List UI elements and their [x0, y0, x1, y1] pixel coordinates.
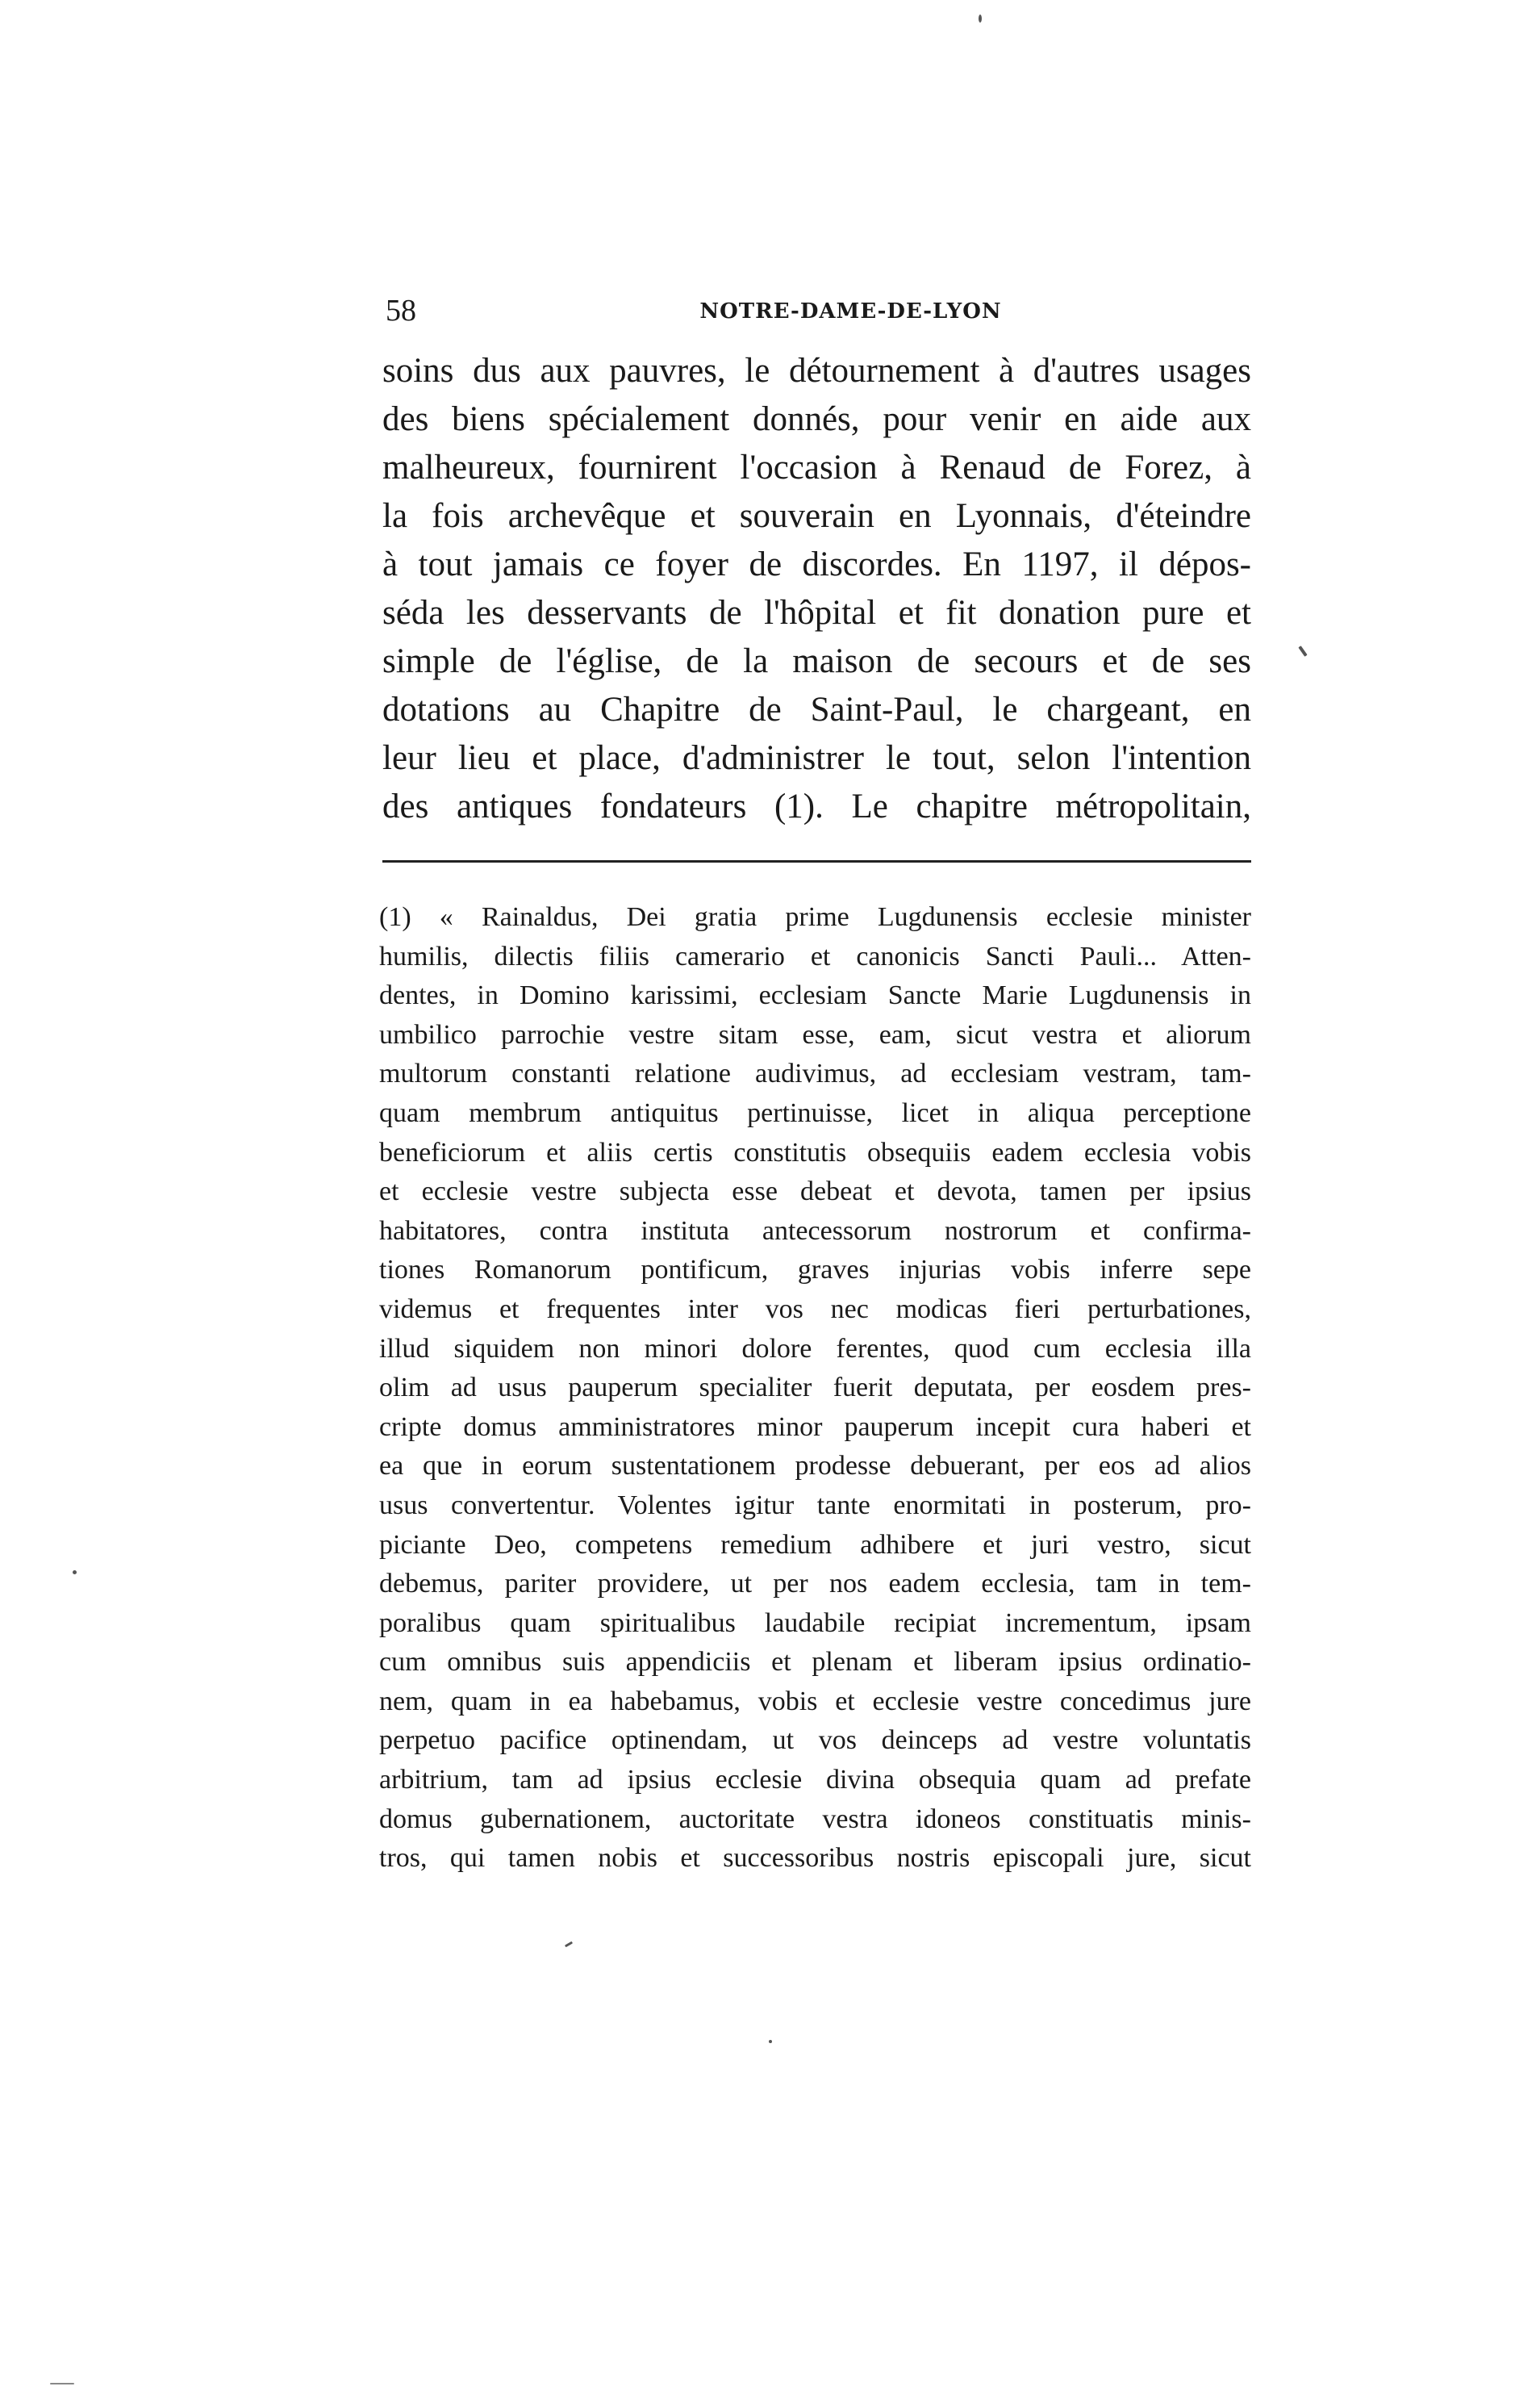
footnote-line: tros, qui tamen nobis et successoribus nostris episcopali jure, sicut: [379, 1843, 1251, 1874]
footnote-line: illud siquidem non minori dolore ferentes, quod cum ecclesia illa: [379, 1333, 1251, 1364]
footnote-line: piciante Deo, competens remedium adhibere et juri vestro, sicut: [379, 1529, 1251, 1560]
footnote-line: arbitrium, tam ad ipsius ecclesie divina obsequia quam ad prefate: [379, 1765, 1251, 1795]
footnote-line: cum omnibus suis appendiciis et plenam et liberam ipsius ordinatio-: [379, 1647, 1251, 1678]
footnote-line: videmus et frequentes inter vos nec modicas fieri perturbationes,: [379, 1294, 1251, 1324]
footnote-line: beneficiorum et aliis certis constitutis obsequiis eadem ecclesia vobis: [379, 1137, 1251, 1168]
footnote-line: usus convertentur. Volentes igitur tante enormitati in posterum, pro-: [379, 1490, 1251, 1520]
footnote-line: cripte domus amministratores minor pauperum incepit cura haberi et: [379, 1411, 1251, 1442]
footnote-line: umbilico parrochie vestre sitam esse, eam, sicut vestra et aliorum: [379, 1019, 1251, 1050]
footnote-line: ea que in eorum sustentationem prodesse debuerant, per eos ad alios: [379, 1451, 1251, 1482]
text-line: simple de l'église, de la maison de secours et de ses: [382, 642, 1251, 680]
scan-speck: [73, 1570, 77, 1574]
text-line: dotations au Chapitre de Saint-Paul, le chargeant, en: [382, 691, 1251, 729]
scan-speck: [1298, 646, 1307, 657]
footnote-line: quam membrum antiquitus pertinuisse, licet in aliqua perceptione: [379, 1097, 1251, 1128]
footnote-line: (1) « Rainaldus, Dei gratia prime Lugdunensis ecclesie minister: [379, 902, 1251, 932]
footnote-line: dentes, in Domino karissimi, ecclesiam Sancte Marie Lugdunensis in: [379, 980, 1251, 1011]
text-line: leur lieu et place, d'administrer le tout, selon l'intention: [382, 739, 1251, 777]
text-line: séda les desservants de l'hôpital et fit donation pure et: [382, 594, 1251, 632]
text-line: la fois archevêque et souverain en Lyonnais, d'éteindre: [382, 497, 1251, 535]
running-head: [386, 290, 1251, 331]
page-number: 58: [386, 294, 416, 328]
footnote-line: nem, quam in ea habebamus, vobis et ecclesie vestre concedimus jure: [379, 1686, 1251, 1716]
footnote-line: olim ad usus pauperum specialiter fuerit deputata, per eosdem pres-: [379, 1373, 1251, 1403]
footnote-line: multorum constanti relatione audivimus, ad ecclesiam vestram, tam-: [379, 1059, 1251, 1089]
main-text: [382, 347, 1251, 831]
footnote-line: habitatores, contra instituta antecessorum nostrorum et confirma-: [379, 1215, 1251, 1246]
text-line: des biens spécialement donnés, pour venir en aide aux: [382, 400, 1251, 438]
footnote-separator-rule: [382, 860, 1251, 863]
footnote-line: et ecclesie vestre subjecta esse debeat et devota, tamen per ipsius: [379, 1177, 1251, 1207]
scan-speck: [769, 2040, 772, 2043]
footnote-line: domus gubernationem, auctoritate vestra idoneos constituatis minis-: [379, 1803, 1251, 1834]
footnote-line: humilis, dilectis filiis camerario et canonicis Sancti Pauli... Atten-: [379, 941, 1251, 972]
text-line: malheureux, fournirent l'occasion à Renaud de Forez, à: [382, 449, 1251, 487]
scan-speck: [50, 2383, 74, 2384]
footnote: [379, 898, 1251, 1879]
scan-speck: [979, 15, 982, 23]
footnote-line: perpetuo pacifice optinendam, ut vos deinceps ad vestre voluntatis: [379, 1725, 1251, 1756]
text-line: des antiques fondateurs (1). Le chapitre métropolitain,: [382, 788, 1251, 825]
footnote-line: debemus, pariter providere, ut per nos eadem ecclesia, tam in tem-: [379, 1569, 1251, 1599]
running-title: NOTRE-DAME-DE-LYON: [699, 299, 1002, 324]
footnote-line: tiones Romanorum pontificum, graves injurias vobis inferre sepe: [379, 1255, 1251, 1285]
scan-speck: [565, 1941, 573, 1948]
text-line: à tout jamais ce foyer de discordes. En 1197, il dépos-: [382, 545, 1251, 583]
text-line: soins dus aux pauvres, le détournement à d'autres usages: [382, 352, 1251, 390]
footnote-line: poralibus quam spiritualibus laudabile recipiat incrementum, ipsam: [379, 1607, 1251, 1638]
